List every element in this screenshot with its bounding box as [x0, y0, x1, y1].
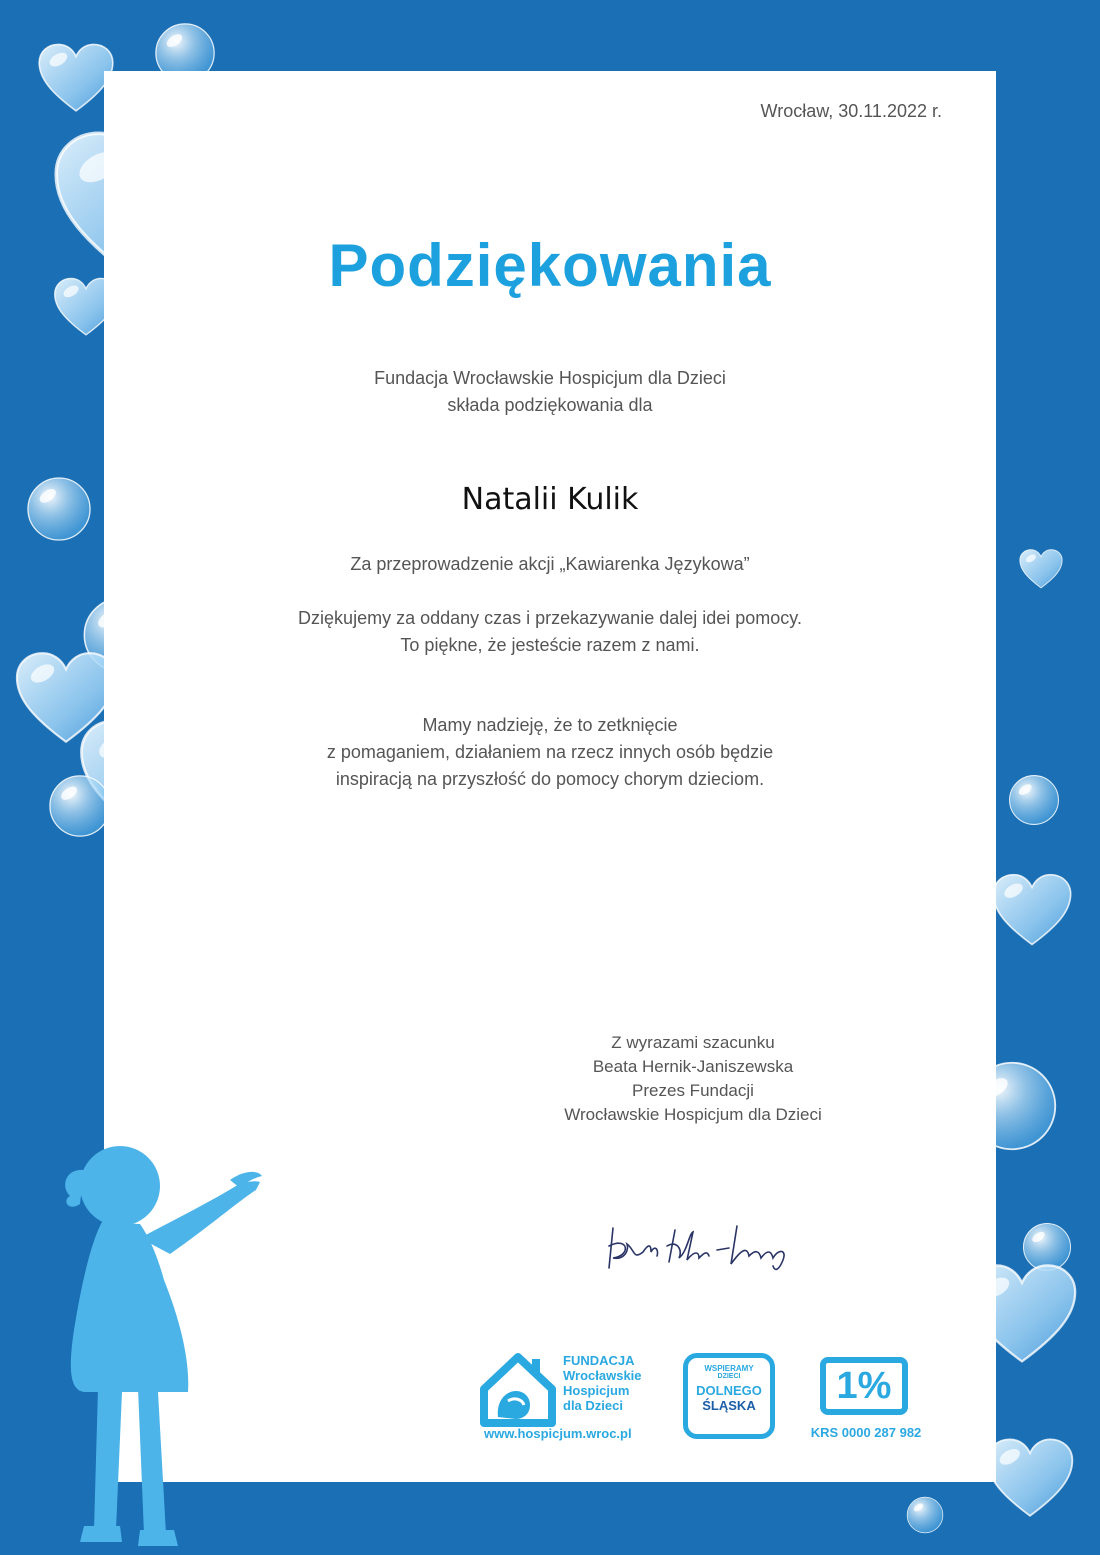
handwritten-signature	[599, 1216, 809, 1276]
thanks-line-2: To piękne, że jesteście razem z nami.	[400, 635, 700, 655]
certificate-title: Podziękowania	[328, 232, 772, 299]
foundation-logo-line-2: Wrocławskie	[563, 1368, 642, 1383]
reason-text: Za przeprowadzenie akcji „Kawiarenka Językowa”	[350, 554, 750, 574]
bubble-icon	[907, 1497, 943, 1533]
support-badge-line-1: WSPIERAMY	[704, 1364, 754, 1373]
hope-line-1: Mamy nadzieję, że to zetknięcie	[422, 715, 678, 735]
bubble-icon	[28, 478, 90, 540]
support-badge-line-3: DOLNEGO	[696, 1383, 762, 1398]
closing-line-3: Prezes Fundacji	[632, 1081, 754, 1100]
krs-number: KRS 0000 287 982	[810, 1425, 922, 1440]
bubble-icon	[1010, 776, 1059, 825]
closing-line-2: Beata Hernik-Janiszewska	[592, 1057, 794, 1076]
heart-bubble-icon	[988, 1439, 1073, 1515]
hope-line-2: z pomaganiem, działaniem na rzecz innych osób będzie	[326, 742, 774, 762]
foundation-url: www.hospicjum.wroc.pl	[484, 1426, 632, 1441]
bubble-icon	[1024, 1224, 1071, 1271]
child-silhouette	[40, 1130, 280, 1555]
intro-line-1: Fundacja Wrocławskie Hospicjum dla Dzieci	[374, 368, 726, 388]
intro-line-2: składa podziękowania dla	[447, 395, 653, 415]
recipient-name: Natalii Kulik	[461, 482, 639, 517]
closing-line-4: Wrocławskie Hospicjum dla Dzieci	[564, 1105, 822, 1124]
support-badge-line-4: ŚLĄSKA	[702, 1398, 756, 1413]
one-percent-badge: 1%	[820, 1357, 908, 1415]
bubble-icon	[50, 776, 110, 836]
foundation-logo-line-1: FUNDACJA	[563, 1353, 635, 1368]
hope-line-3: inspiracją na przyszłość do pomocy chorym dzieciom.	[335, 769, 765, 789]
thanks-line-1: Dziękujemy za oddany czas i przekazywanie dalej idei pomocy.	[298, 608, 802, 628]
heart-bubble-icon	[39, 44, 113, 110]
closing-line-1: Z wyrazami szacunku	[611, 1033, 775, 1052]
heart-bubble-icon	[1020, 550, 1062, 588]
heart-bubble-icon	[993, 875, 1070, 945]
support-badge-line-2: DZIECI	[717, 1373, 741, 1380]
foundation-logo-line-3: Hospicjum	[563, 1383, 630, 1398]
foundation-logo-line-4: dla Dzieci	[563, 1398, 623, 1413]
document-date: Wrocław, 30.11.2022 r.	[760, 101, 942, 121]
support-badge	[683, 1353, 775, 1439]
foundation-logo	[563, 1353, 683, 1413]
